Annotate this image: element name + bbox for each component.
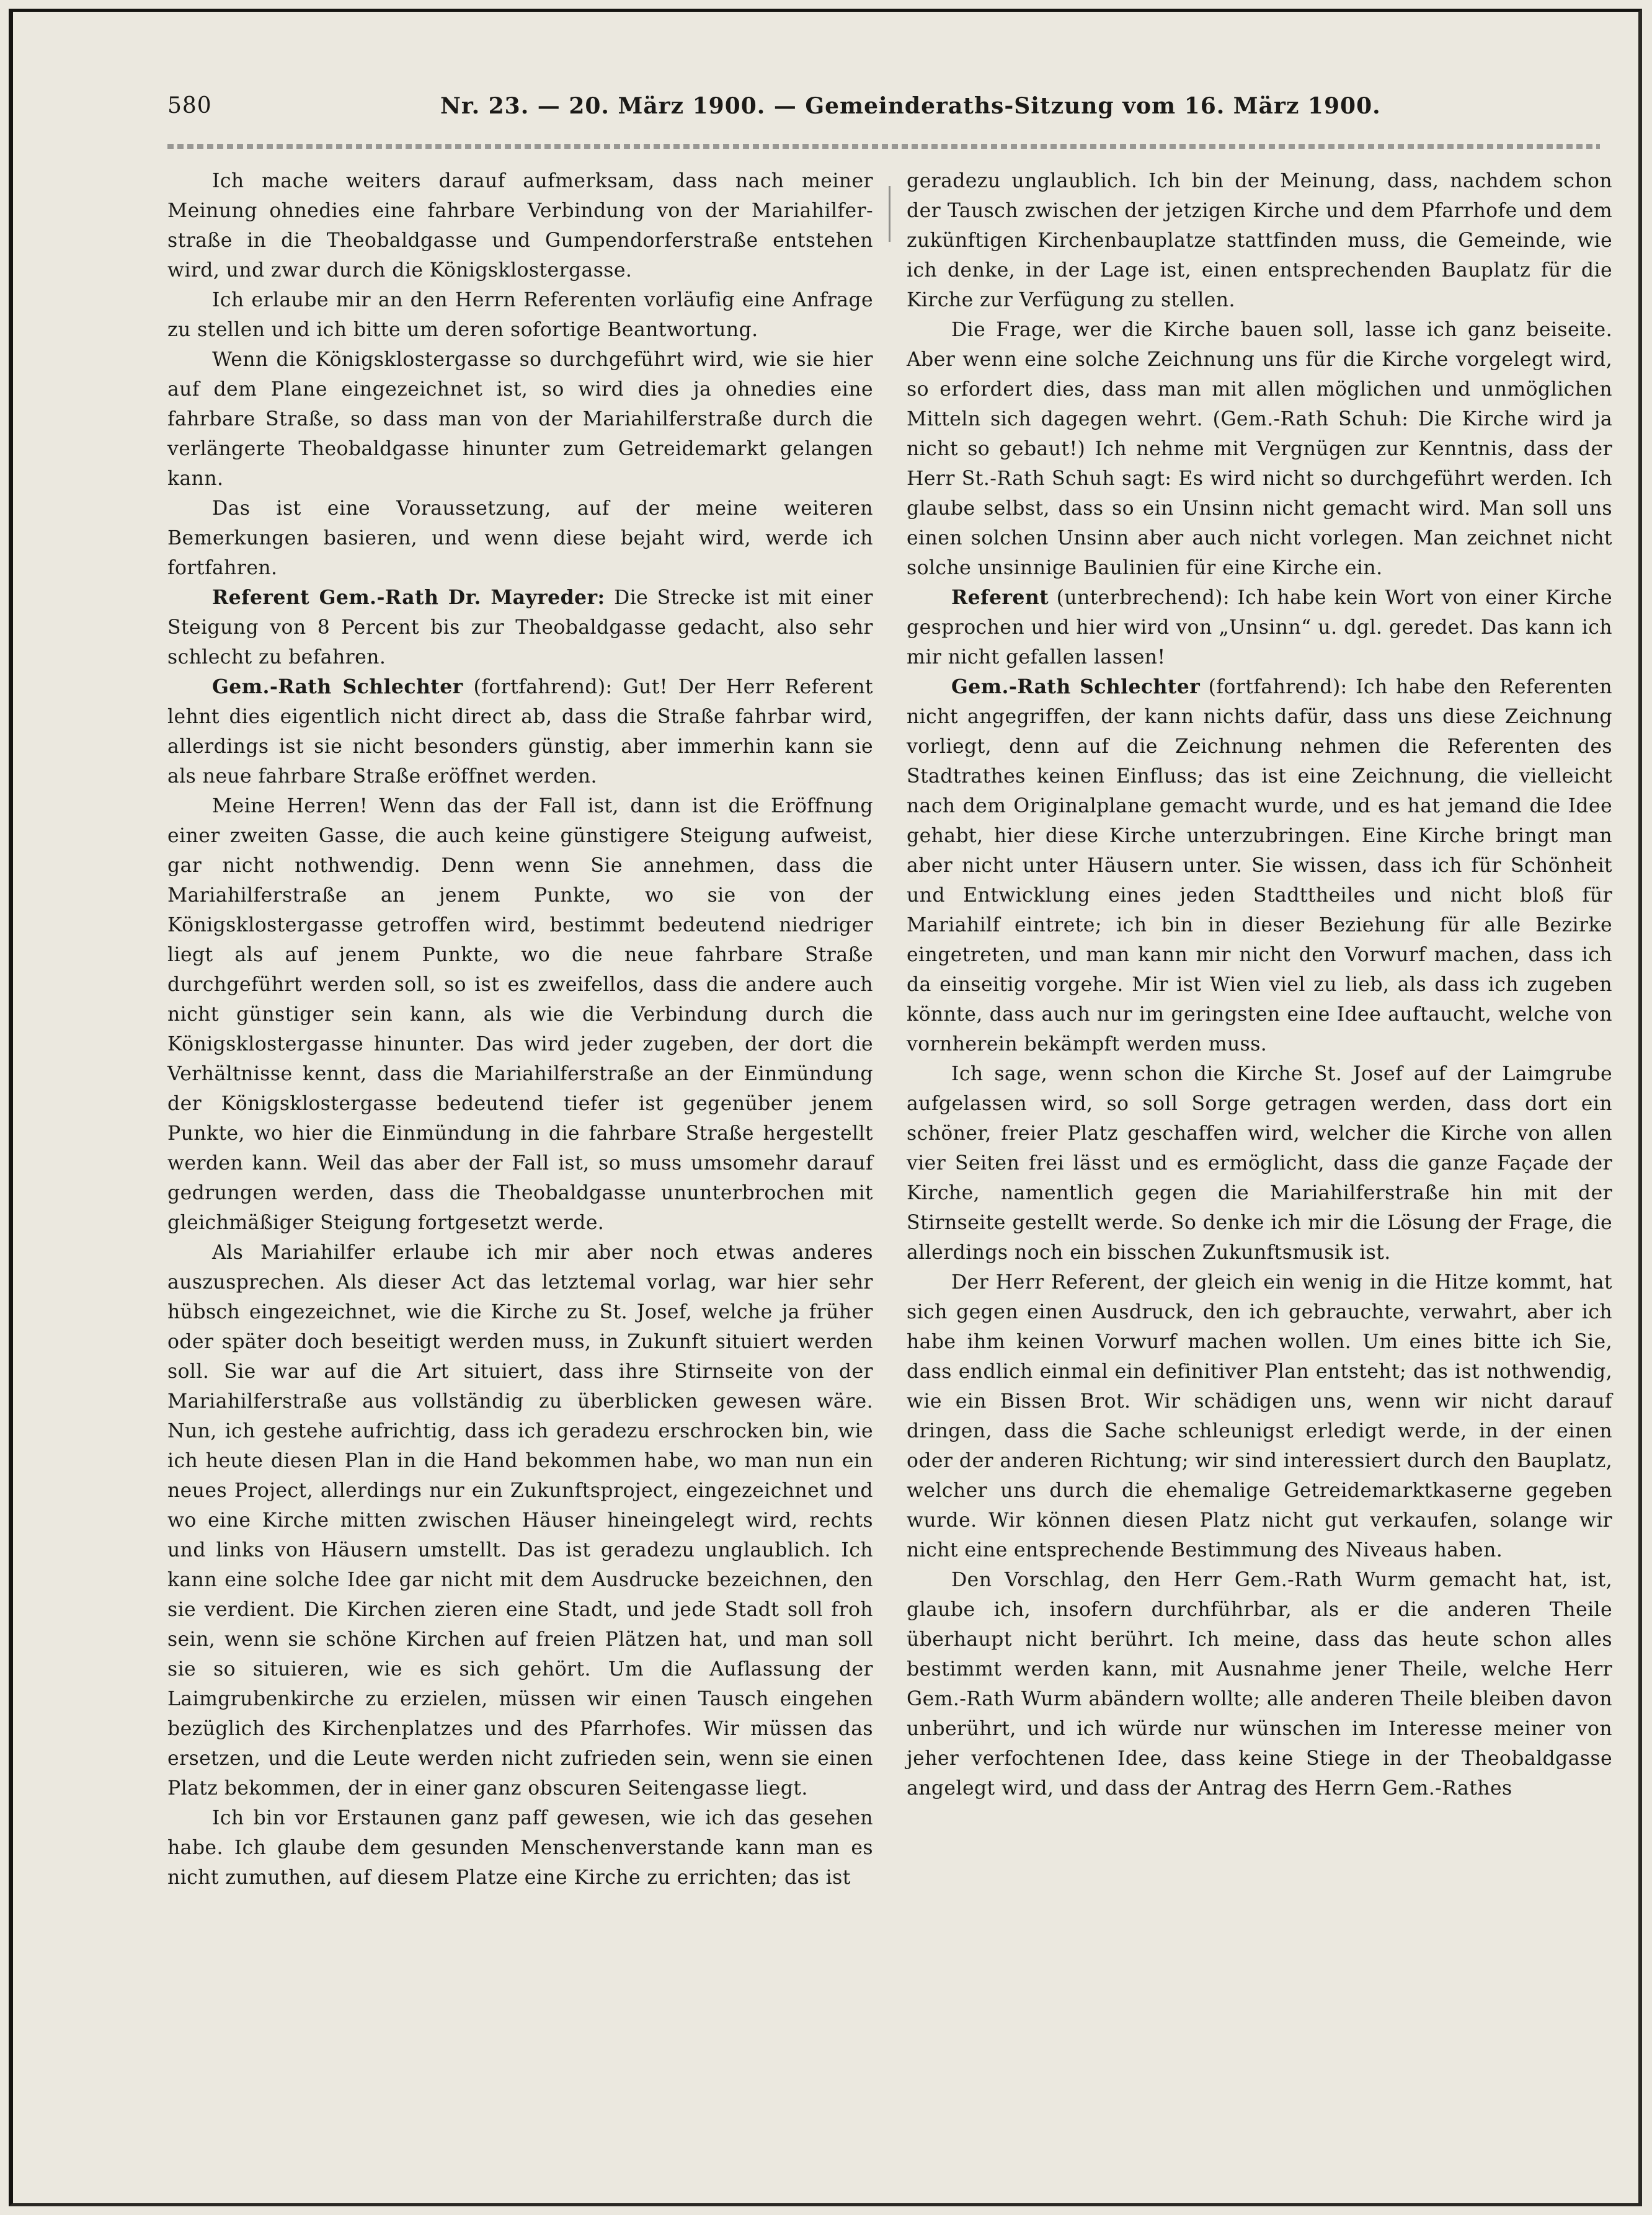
speaker-name: Gem.-Rath Schlechter — [212, 675, 463, 698]
paragraph-text: Das ist eine Voraussetzung, auf der meine weiteren Bemerkungen basieren, und wenn diese bejaht wird, werde ich fortfahren. — [167, 497, 873, 579]
column-separator — [889, 186, 890, 242]
paragraph — [907, 583, 1612, 672]
left-column — [167, 166, 873, 1893]
paragraph — [167, 791, 873, 1238]
paragraph-text: (unterbrechend): Ich habe kein Wort von einer Kirche gesprochen und hier wird von „Unsinn“ u. dgl. geredet. Das kann ich mir nicht gefallen lassen! — [907, 587, 1612, 668]
paragraph-text: (fortfahrend): Gut! Der Herr Referent lehnt dies eigentlich nicht direct ab, dass die Straße fahrbar wird, allerdings ist sie nicht besonders günstig, aber immerhin kann sie als neue fahrbare Straße eröffnet werden. — [167, 676, 873, 788]
paragraph-text: Den Vorschlag, den Herr Gem.-Rath Wurm gemacht hat, ist, glaube ich, insofern durchführbar, als er die anderen Theile überhaupt nicht berührt. Ich meine, dass das heute schon alles bestimmt werden kann, mit Ausnahme jener Theile, welche Herr Gem.-Rath Wurm abändern wollte; alle anderen Theile bleiben davon unberührt, und ich würde nur wünschen im Interesse meiner von jeher verfochtenen Idee, dass keine Stiege in der Theobaldgasse angelegt wird, und dass der Antrag des Herrn Gem.-Rathes — [907, 1569, 1612, 1800]
paragraph — [907, 315, 1612, 583]
paragraph-text: Die Strecke ist mit einer Steigung von 8 Percent bis zur Theobaldgasse gedacht, also sehr schlecht zu befahren. — [167, 587, 873, 668]
speaker-name: Referent Gem.-Rath Dr. Mayreder: — [212, 586, 605, 609]
paragraph-text: Die Frage, wer die Kirche bauen soll, lasse ich ganz beiseite. Aber wenn eine solche Zeichnung uns für die Kirche vorgelegt wird, so erfordert dies, dass man mit allen möglichen und unmöglichen Mitteln sich dagegen wehrt. (Gem.-Rath Schuh: Die Kirche wird ja nicht so gebaut!) Ich nehme mit Vergnügen zur Kenntnis, dass der Herr St.-Rath Schuh sagt: Es wird nicht so durchgeführt werden. Ich glaube selbst, dass so ein Unsinn nicht gemacht wird. Man soll uns einen solchen Unsinn aber auch nicht vorlegen. Man zeichnet nicht solche unsinnige Baulinien für eine Kirche ein. — [907, 319, 1612, 579]
paragraph-text: geradezu unglaublich. Ich bin der Meinung, dass, nachdem schon der Tausch zwischen der jetzigen Kirche und dem Pfarrhofe und dem zukünftigen Kirchenbauplatze stattfinden muss, die Gemeinde, wie ich denke, in der Lage ist, einen entsprechenden Bauplatz für die Kirche zur Verfügung zu stellen. — [907, 170, 1612, 311]
speaker-name: Gem.-Rath Schlechter — [951, 675, 1201, 698]
page-number: 580 — [167, 93, 212, 118]
paragraph-text: Ich sage, wenn schon die Kirche St. Josef auf der Laimgrube aufgelassen wird, so soll Sorge getragen werden, dass dort ein schöner, freier Platz geschaffen wird, welcher die Kirche von allen vier Seiten frei lässt und es ermöglicht, dass die ganze Façade der Kirche, namentlich gegen die Mariahilferstraße hin mit der Stirnseite gestellt werde. So denke ich mir die Lösung der Frage, die allerdings noch ein bisschen Zukunftsmusik ist. — [907, 1063, 1612, 1264]
paragraph — [167, 166, 873, 285]
right-column — [907, 166, 1612, 1803]
paragraph — [167, 1803, 873, 1893]
paragraph — [907, 672, 1612, 1059]
paragraph-text: Ich erlaube mir an den Herrn Referenten vorläufig eine Anfrage zu stellen und ich bitte um deren sofortige Beantwortung. — [167, 289, 873, 341]
paragraph — [167, 345, 873, 494]
paragraph-text: Wenn die Königsklostergasse so durchgeführt wird, wie sie hier auf dem Plane eingezeichnet ist, so wird dies ja ohnedies eine fahrbare Straße, so dass man von der Mariahilferstraße durch die verlängerte Theobaldgasse hinunter zum Getreidemarkt gelangen kann. — [167, 348, 873, 490]
running-title: Nr. 23. — 20. März 1900. — Gemeinderaths-Sitzung vom 16. März 1900. — [440, 93, 1381, 119]
paragraph — [167, 285, 873, 345]
paragraph — [167, 583, 873, 672]
paragraph-text: Ich mache weiters darauf aufmerksam, dass nach meiner Meinung ohnedies eine fahrbare Verbindung von der Mariahilfer-straße in die Theobaldgasse und Gumpendorferstraße entstehen wird, und zwar durch die Königsklostergasse. — [167, 170, 873, 282]
paragraph — [907, 1565, 1612, 1803]
paragraph — [907, 1267, 1612, 1565]
paragraph — [907, 1059, 1612, 1267]
paragraph — [167, 494, 873, 583]
paragraph-text: Der Herr Referent, der gleich ein wenig in die Hitze kommt, hat sich gegen einen Ausdruck, den ich gebrauchte, verwahrt, aber ich habe ihm keinen Vorwurf machen wollen. Um eines bitte ich Sie, dass endlich einmal ein definitiver Plan entsteht; das ist nothwendig, wie ein Bissen Brot. Wir schädigen uns, wenn wir nicht darauf dringen, dass die Sache schleunigst erledigt werde, in der einen oder der anderen Richtung; wir sind interessiert durch den Bauplatz, welcher uns durch die ehemalige Getreidemarktkaserne gegeben wurde. Wir können diesen Platz nicht gut verkaufen, solange wir nicht eine entsprechende Bestimmung des Niveaus haben. — [907, 1271, 1612, 1561]
paragraph — [167, 1238, 873, 1803]
paragraph — [167, 672, 873, 791]
header-rule — [167, 144, 1600, 149]
paragraph-text: Ich bin vor Erstaunen ganz paff gewesen, wie ich das gesehen habe. Ich glaube dem gesunden Menschenverstande kann man es nicht zumuthen, auf diesem Platze eine Kirche zu errichten; das ist — [167, 1807, 873, 1889]
speaker-name: Referent — [951, 586, 1049, 609]
paragraph-text: (fortfahrend): Ich habe den Referenten nicht angegriffen, der kann nichts dafür, dass uns diese Zeichnung vorliegt, denn auf die Zeichnung nehmen die Referenten des Stadtrathes keinen Einfluss; das ist eine Zeichnung, die vielleicht nach dem Originalplane gemacht wurde, und es hat jemand die Idee gehabt, hier diese Kirche unterzubringen. Eine Kirche bringt man aber nicht unter Häusern unter. Sie wissen, dass ich für Schönheit und Entwicklung eines jeden Stadttheiles und nicht bloß für Mariahilf eintrete; ich bin in dieser Beziehung für alle Bezirke eingetreten, und man kann mir nicht den Vorwurf machen, dass ich da einseitig vorgehe. Mir ist Wien viel zu lieb, als dass ich zugeben könnte, dass auch nur im geringsten eine Idee auftaucht, welche von vornherein bekämpft werden muss. — [907, 676, 1612, 1055]
paragraph-text: Als Mariahilfer erlaube ich mir aber noch etwas anderes auszusprechen. Als dieser Act das letztemal vorlag, war hier sehr hübsch eingezeichnet, wie die Kirche zu St. Josef, welche ja früher oder später doch beseitigt werden muss, in Zukunft situiert werden soll. Sie war auf die Art situiert, dass ihre Stirnseite von der Mariahilferstraße aus vollständig zu überblicken gewesen wäre. Nun, ich gestehe aufrichtig, dass ich geradezu erschrocken bin, wie ich heute diesen Plan in die Hand bekommen habe, wo man nun ein neues Project, allerdings nur ein Zukunftsproject, eingezeichnet und wo eine Kirche mitten zwischen Häuser hineingelegt wird, rechts und links von Häusern umstellt. Das ist geradezu unglaublich. Ich kann eine solche Idee gar nicht mit dem Ausdrucke bezeichnen, den sie verdient. Die Kirchen zieren eine Stadt, und jede Stadt soll froh sein, wenn sie schöne Kirchen auf freien Plätzen hat, und man soll sie so situieren, wie es sich gehört. Um die Auflassung der Laimgrubenkirche zu erzielen, müssen wir einen Tausch eingehen bezüglich des Kirchenplatzes und des Pfarrhofes. Wir müssen das ersetzen, und die Leute werden nicht zufrieden sein, wenn sie einen Platz bekommen, der in einer ganz obscuren Seitengasse liegt. — [167, 1241, 873, 1800]
paragraph-text: Meine Herren! Wenn das der Fall ist, dann ist die Eröffnung einer zweiten Gasse, die auch keine günstigere Steigung aufweist, gar nicht nothwendig. Denn wenn Sie annehmen, dass die Mariahilferstraße an jenem Punkte, wo sie von der Königsklostergasse getroffen wird, bestimmt bedeutend niedriger liegt als auf jenem Punkte, wo die neue fahrbare Straße durchgeführt werden soll, so ist es zweifellos, dass die andere auch nicht günstiger sein kann, als wie die Verbindung durch die Königsklostergasse hinunter. Das wird jeder zugeben, der dort die Verhältnisse kennt, dass die Mariahilferstraße an der Einmündung der Königsklostergasse bedeutend tiefer ist gegenüber jenem Punkte, wo hier die Einmündung in die fahrbare Straße hergestellt werden kann. Weil das aber der Fall ist, so muss umsomehr darauf gedrungen werden, dass die Theobaldgasse ununterbrochen mit gleichmäßiger Steigung fortgesetzt werde. — [167, 795, 873, 1234]
page-header — [167, 93, 1381, 130]
paragraph — [907, 166, 1612, 315]
